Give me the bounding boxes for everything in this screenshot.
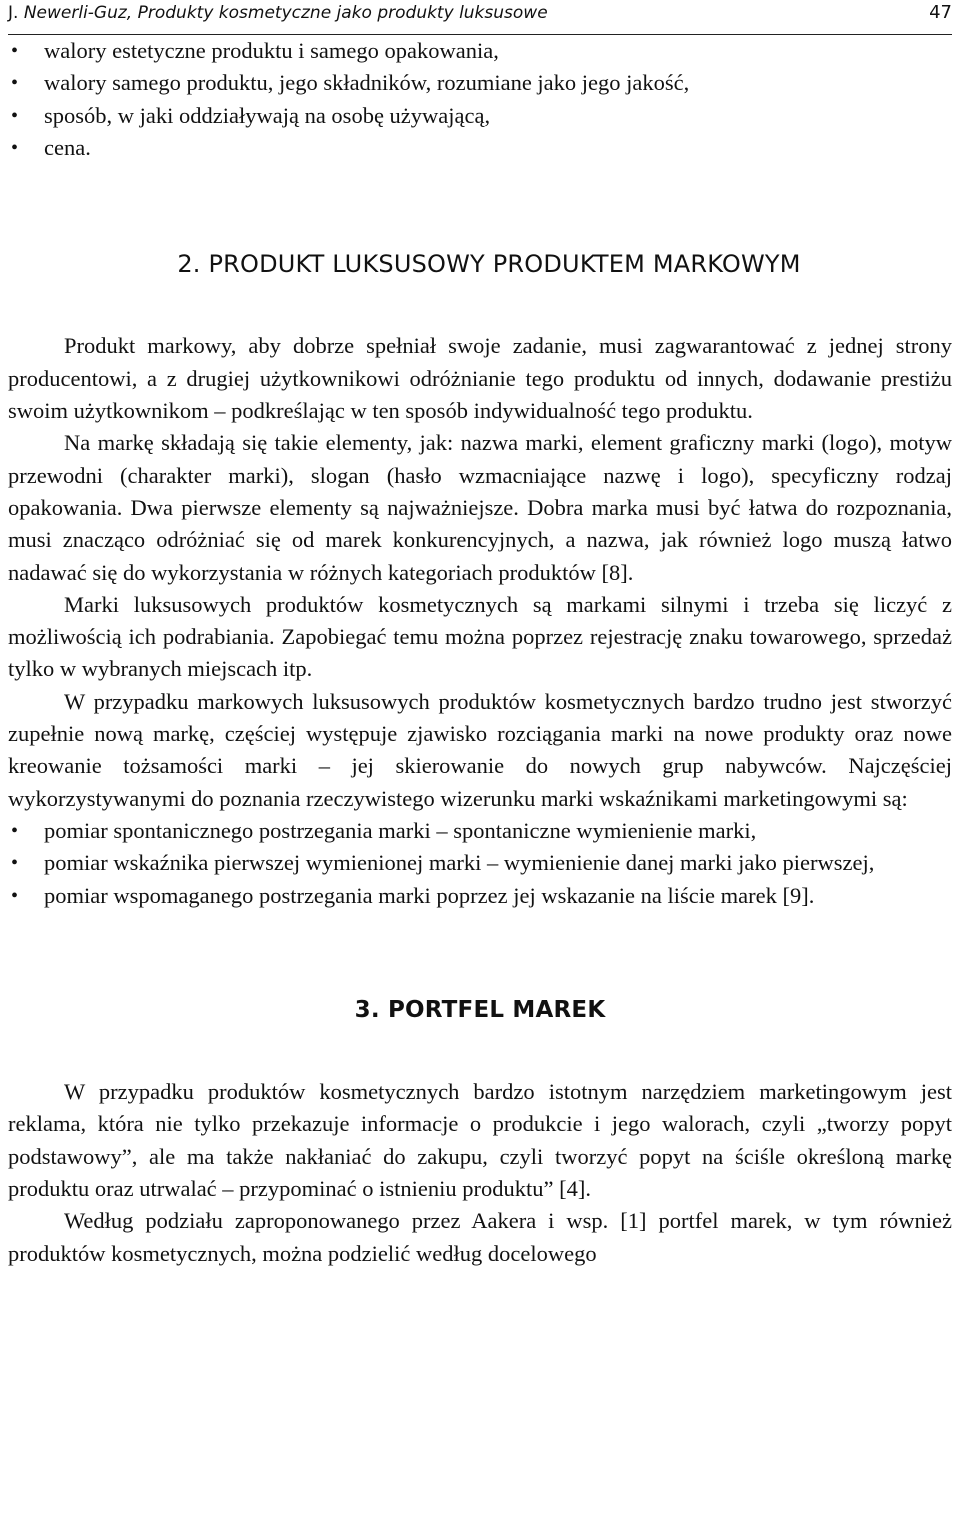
paragraph: W przypadku produktów kosmetycznych bardzo istotnym narzędziem marketingowym jest reklama, która nie tylko przekazuje informacje o produkcie i jego walorach, czyli „tworzy popyt podstawowy”, ale ma także nakłaniać do zakupu, czyli tworzyć popyt na ściśle określoną markę produktu oraz utrwalać – przypominać o istnieniu produktu” [4].: [8, 1079, 952, 1202]
bullet-icon: •: [11, 852, 19, 875]
bullet-icon: •: [11, 40, 19, 62]
page-number: 47: [929, 2, 952, 23]
bullet-icon: •: [11, 104, 19, 127]
indicator-bullet-list: [8, 815, 952, 912]
list-item: • pomiar spontanicznego postrzegania marki – spontaniczne wymienienie marki,: [8, 815, 952, 847]
bullet-icon: •: [11, 136, 19, 159]
list-item: • walory samego produktu, jego składników, rozumiane jako jego jakość,: [8, 67, 952, 99]
paragraph: Na markę składają się takie elementy, jak: nazwa marki, element graficzny marki (logo), motyw przewodni (charakter marki), slogan (hasło wzmacniające nazwę i logo), specyficzny rodzaj opakowania. Dwa pierwsze elementy są najważniejsze. Dobra marka musi być łatwa do rozpoznania, musi znacząco odróżniać się od marek konkurencyjnych, a nazwa, jak również logo muszą łatwo nadawać się do wykorzystania w różnych kategoriach produktów [8].: [8, 430, 952, 585]
paragraph: W przypadku markowych luksusowych produktów kosmetycznych bardzo trudno jest stworzyć zupełnie nową markę, częściej występuje zjawisko rozciągania marki na nowe produkty oraz nowe kreowanie tożsamości marki – jej skierowanie do nowych grup nabywców. Najczęściej wykorzystywanymi do poznania rzeczywistego wizerunku marki wskaźnikami marketingowymi są:: [8, 688, 952, 811]
paragraph: Produkt markowy, aby dobrze spełniał swoje zadanie, musi zagwarantować z jednej strony producentowi, a z drugiej użytkownikowi odróżnianie tego produktu od innych, dodawanie prestiżu swoim użytkownikom – podkreślając w ten sposób indywidualność tego produktu.: [8, 333, 952, 424]
paragraph: Marki luksusowych produktów kosmetycznych są markami silnymi i trzeba się liczyć z możliwością ich podrabiania. Zapobiegać temu można poprzez rejestrację znaku towarowego, sprzedaż tylko w wybranych miejscach itp.: [8, 591, 952, 682]
body-text: [8, 35, 952, 1270]
header-title: J. Newerli-Guz, Produkty kosmetyczne jako produkty luksusowe: [8, 3, 548, 23]
document-page: [8, 0, 952, 1516]
section-heading-3: 3. PORTFEL MAREK: [354, 996, 606, 1023]
list-item: • pomiar wspomaganego postrzegania marki poprzez jej wskazanie na liście marek [9].: [8, 880, 952, 912]
paragraph: Według podziału zaproponowanego przez Aakera i wsp. [1] portfel marek, w tym również produktów kosmetycznych, można podzielić według docelowego: [8, 1208, 952, 1266]
intro-bullet-list: [8, 35, 952, 164]
list-item: • cena.: [8, 132, 952, 164]
section-heading-2: 2. PRODUKT LUKSUSOWY PRODUKTEM MARKOWYM: [177, 250, 801, 279]
list-item: • pomiar wskaźnika pierwszej wymienionej marki – wymienienie danej marki jako pierwszej,: [8, 847, 952, 879]
bullet-icon: •: [11, 819, 19, 842]
bullet-icon: •: [11, 884, 19, 907]
list-item: • walory estetyczne produktu i samego opakowania,: [8, 35, 952, 67]
bullet-icon: •: [11, 72, 19, 95]
list-item: • sposób, w jaki oddziaływają na osobę używającą,: [8, 100, 952, 132]
running-header: [8, 0, 952, 35]
